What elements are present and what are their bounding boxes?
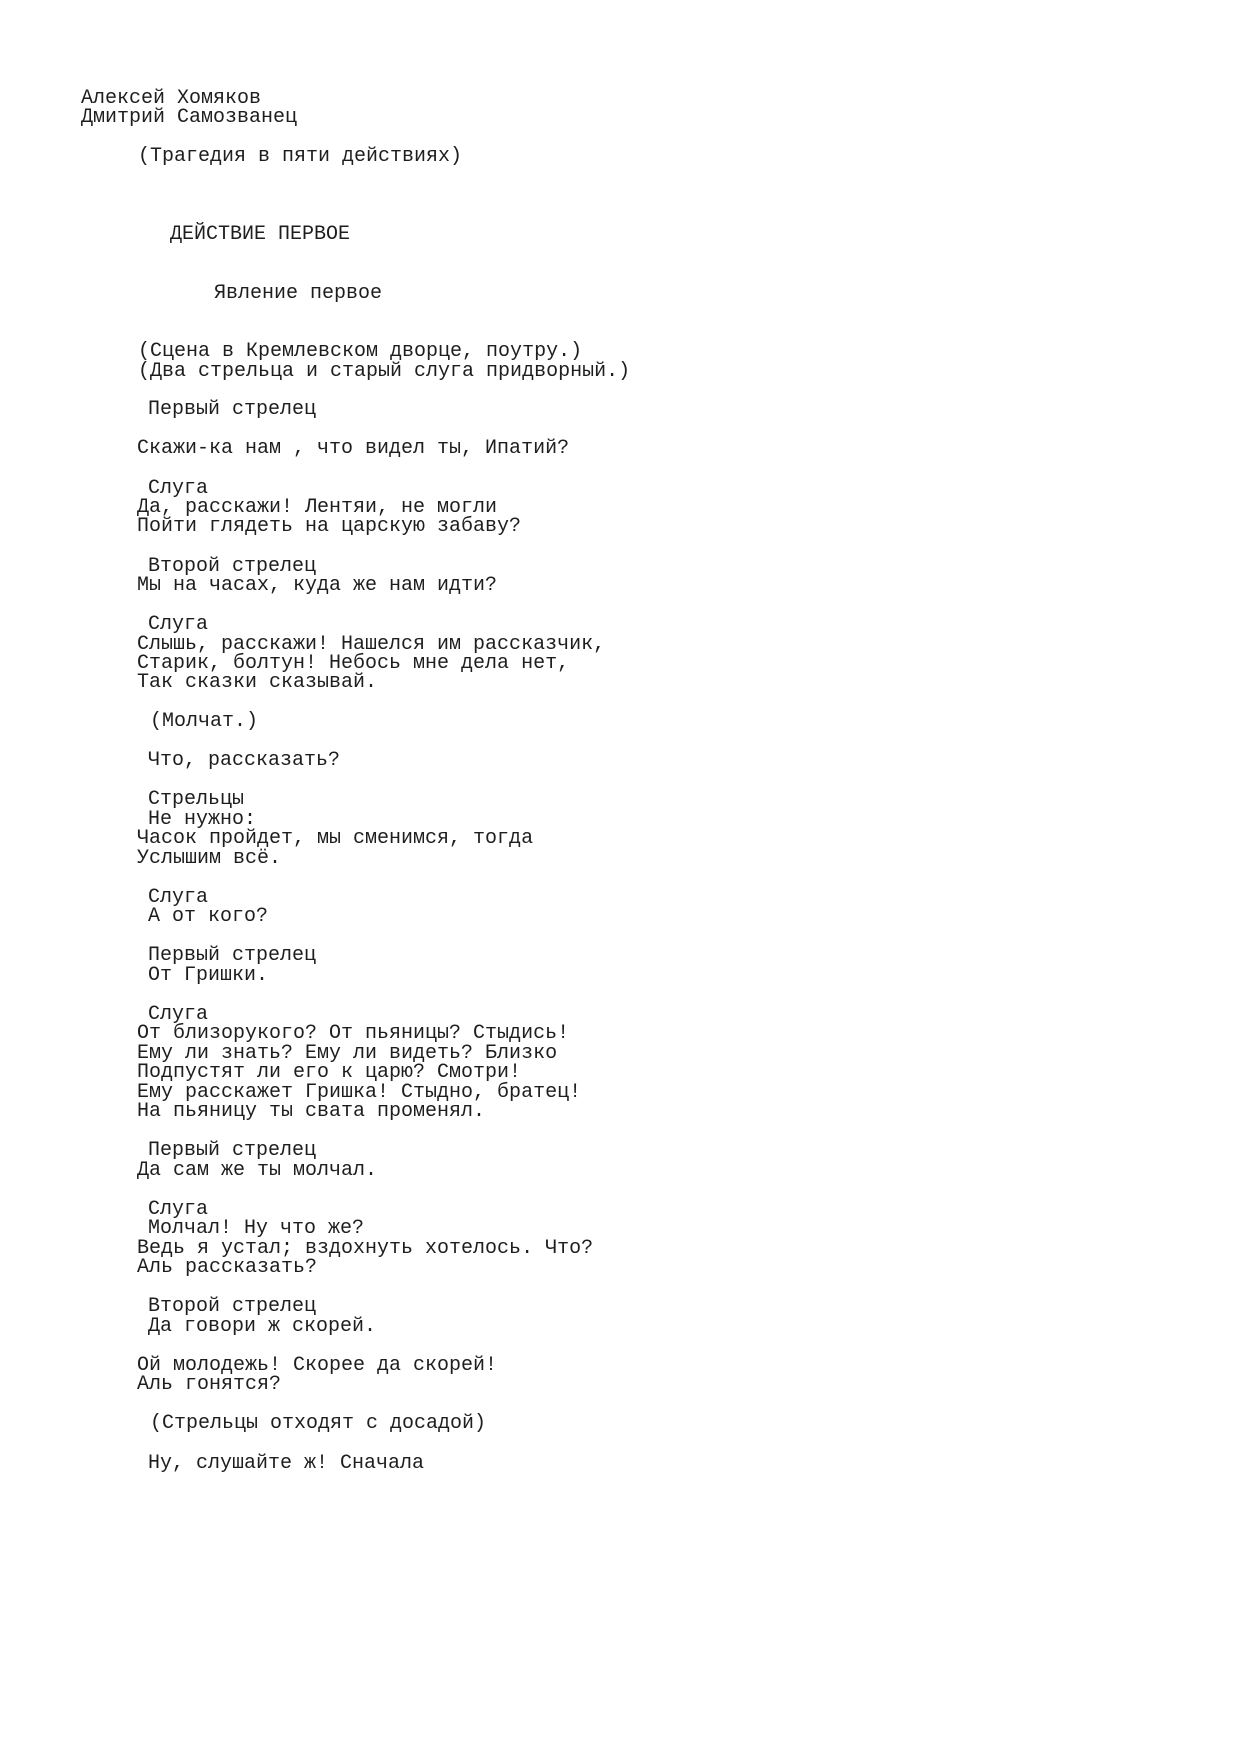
speaker-name: Слуга xyxy=(148,613,209,636)
verse-line: Услышим всё. xyxy=(137,847,282,870)
stage-direction: (Молчат.) xyxy=(150,710,259,733)
verse-line: Молчал! Ну что же? xyxy=(148,1217,365,1240)
verse-line: На пьяницу ты свата променял. xyxy=(137,1100,486,1123)
verse-line: Да сам же ты молчал. xyxy=(137,1159,378,1182)
verse-line: Ведь я устал; вздохнуть хотелось. Что? xyxy=(137,1237,594,1260)
verse-line: Не нужно: xyxy=(148,808,257,831)
verse-line: Старик, болтун! Небось мне дела нет, xyxy=(137,652,570,675)
verse-line: Ой молодежь! Скорее да скорей! xyxy=(137,1354,498,1377)
verse-line: Что, рассказать? xyxy=(148,749,341,772)
act-heading: ДЕЙСТВИЕ ПЕРВОЕ xyxy=(170,223,351,246)
speaker-name: Второй стрелец xyxy=(148,555,317,578)
verse-line: Ему ли знать? Ему ли видеть? Близко xyxy=(137,1042,558,1065)
stage-direction: (Два стрельца и старый слуга придворный.) xyxy=(138,360,631,383)
speaker-name: Первый стрелец xyxy=(148,1139,317,1162)
play-title: Дмитрий Самозванец xyxy=(81,106,298,129)
speaker-name: Первый стрелец xyxy=(148,398,317,421)
verse-line: Аль гонятся? xyxy=(137,1373,282,1396)
verse-line: Пойти глядеть на царскую забаву? xyxy=(137,515,522,538)
verse-line: Аль рассказать? xyxy=(137,1256,318,1279)
verse-line: Да, расскажи! Лентяи, не могли xyxy=(137,496,498,519)
verse-line: Подпустят ли его к царю? Смотри! xyxy=(137,1061,522,1084)
verse-line: Так сказки сказывай. xyxy=(137,671,378,694)
verse-line: От Гришки. xyxy=(148,964,269,987)
verse-line: Скажи-ка нам , что видел ты, Ипатий? xyxy=(137,437,570,460)
verse-line: От близорукого? От пьяницы? Стыдись! xyxy=(137,1022,570,1045)
speaker-name: Слуга xyxy=(148,1003,209,1026)
stage-direction: (Стрельцы отходят с досадой) xyxy=(150,1412,487,1435)
verse-line: Часок пройдет, мы сменимся, тогда xyxy=(137,827,534,850)
verse-line: Ему расскажет Гришка! Стыдно, братец! xyxy=(137,1081,582,1104)
verse-line: Ну, слушайте ж! Сначала xyxy=(148,1452,425,1475)
verse-line: А от кого? xyxy=(148,905,269,928)
author-name: Алексей Хомяков xyxy=(81,87,262,110)
speaker-name: Слуга xyxy=(148,477,209,500)
speaker-name: Стрельцы xyxy=(148,788,245,811)
stage-direction: (Сцена в Кремлевском дворце, поутру.) xyxy=(138,340,583,363)
verse-line: Да говори ж скорей. xyxy=(148,1315,377,1338)
speaker-name: Второй стрелец xyxy=(148,1295,317,1318)
speaker-name: Первый стрелец xyxy=(148,944,317,967)
speaker-name: Слуга xyxy=(148,1198,209,1221)
play-subtitle: (Трагедия в пяти действиях) xyxy=(138,145,463,168)
speaker-name: Слуга xyxy=(148,886,209,909)
verse-line: Слышь, расскажи! Нашелся им рассказчик, xyxy=(137,633,606,656)
verse-line: Мы на часах, куда же нам идти? xyxy=(137,574,498,597)
scene-heading: Явление первое xyxy=(214,282,383,305)
